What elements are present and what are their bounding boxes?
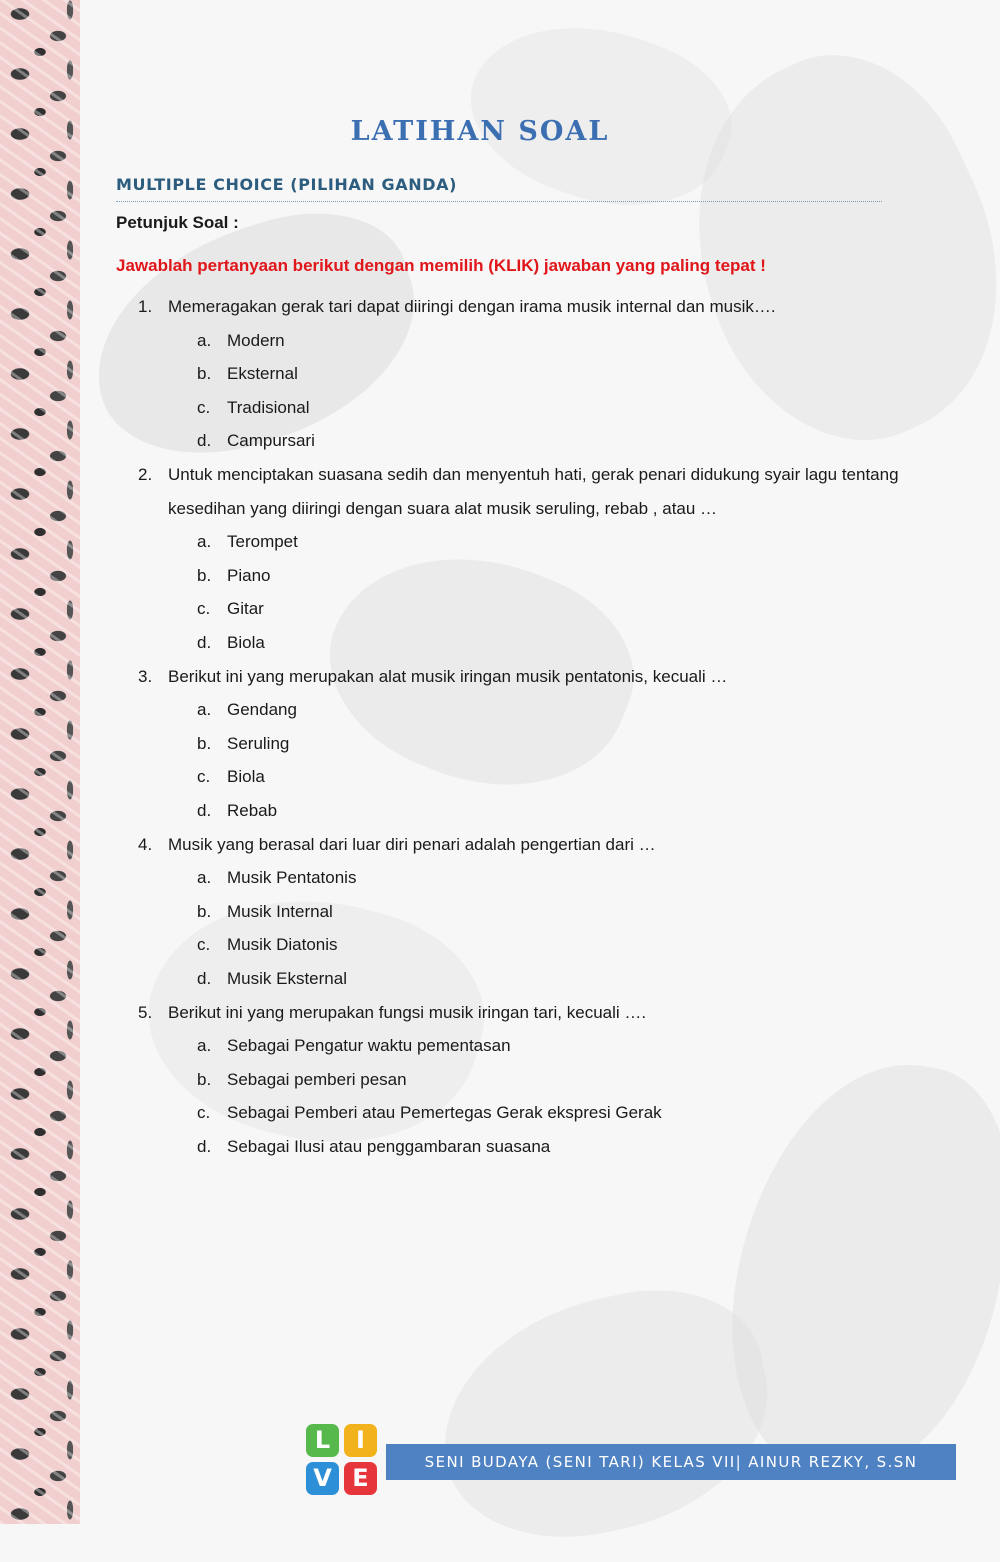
option-text: Terompet <box>227 532 298 552</box>
option-letter: d. <box>197 431 212 451</box>
option-letter: b. <box>197 733 212 753</box>
option-letter: c. <box>197 767 211 787</box>
option-letter: d. <box>197 1137 212 1156</box>
option-letter: a. <box>197 1036 212 1056</box>
option-text: Musik Eksternal <box>227 969 347 988</box>
option-letter: c. <box>197 1103 211 1123</box>
option-letter: c. <box>197 935 211 955</box>
option-letter: b. <box>197 1069 212 1089</box>
option-text: Musik Diatonis <box>227 935 338 955</box>
question-number: 3. <box>138 666 153 686</box>
option-text: Tradisional <box>227 397 310 417</box>
option-letter: a. <box>197 330 212 350</box>
option-text: Musik Pentatonis <box>227 868 357 888</box>
instruction-text: Jawablah pertanyaan berikut dengan memilih (KLIK) jawaban yang paling tepat ! <box>116 256 766 275</box>
option-text: Gendang <box>227 700 297 720</box>
section-title: MULTIPLE CHOICE (PILIHAN GANDA) <box>116 175 458 194</box>
option-letter: d. <box>197 633 212 652</box>
question-text: Untuk menciptakan suasana sedih dan menyentuh hati, gerak penari didukung syair lagu tentang <box>168 465 899 484</box>
option-letter: c. <box>197 397 211 417</box>
logo-tile-l: L <box>306 1424 339 1457</box>
question-number: 1. <box>138 297 153 316</box>
option-text: Seruling <box>227 733 290 753</box>
option-text: Biola <box>227 767 265 787</box>
question-text: Berikut ini yang merupakan fungsi musik iringan tari, kecuali …. <box>168 1002 647 1022</box>
option-text: Sebagai Pengatur waktu pementasan <box>227 1036 511 1056</box>
option-text: Gitar <box>227 599 264 619</box>
option-letter: b. <box>197 364 212 384</box>
option-text: Biola <box>227 633 265 652</box>
question-text: Berikut ini yang merupakan alat musik iringan musik pentatonis, kecuali … <box>168 666 728 686</box>
option-letter: a. <box>197 532 212 552</box>
question-number: 2. <box>138 465 153 484</box>
live-logo <box>306 1424 378 1496</box>
section-divider <box>116 201 882 202</box>
option-letter: c. <box>197 599 211 619</box>
option-letter: d. <box>197 969 212 988</box>
option-letter: a. <box>197 700 212 720</box>
question-number: 5. <box>138 1002 153 1022</box>
instruction-label: Petunjuk Soal : <box>116 213 239 232</box>
option-text: Rebab <box>227 801 278 820</box>
option-letter: a. <box>197 868 212 888</box>
question-text: kesedihan yang diiringi dengan suara alat musik seruling, rebab , atau … <box>168 498 718 518</box>
option-letter: b. <box>197 901 212 921</box>
question-number: 4. <box>138 834 153 854</box>
question-text: Memeragakan gerak tari dapat diiringi dengan irama musik internal dan musik…. <box>168 297 776 316</box>
option-text: Musik Internal <box>227 901 333 921</box>
option-text: Piano <box>227 565 271 585</box>
logo-tile-e: E <box>344 1462 377 1495</box>
option-text: Eksternal <box>227 364 298 384</box>
option-letter: d. <box>197 801 212 820</box>
option-text: Sebagai Pemberi atau Pemertegas Gerak ekspresi Gerak <box>227 1103 662 1123</box>
option-letter: b. <box>197 565 212 585</box>
option-text: Sebagai pemberi pesan <box>227 1069 407 1089</box>
question-text: Musik yang berasal dari luar diri penari adalah pengertian dari … <box>168 834 656 854</box>
option-text: Sebagai Ilusi atau penggambaran suasana <box>227 1137 551 1156</box>
page-title: LATIHAN SOAL <box>350 116 610 147</box>
option-text: Campursari <box>227 431 315 451</box>
logo-tile-v: V <box>306 1462 339 1495</box>
footer-bar: SENI BUDAYA (SENI TARI) KELAS VII| AINUR REZKY, S.SN <box>386 1444 956 1480</box>
option-text: Modern <box>227 330 285 350</box>
logo-tile-i: I <box>344 1424 377 1457</box>
